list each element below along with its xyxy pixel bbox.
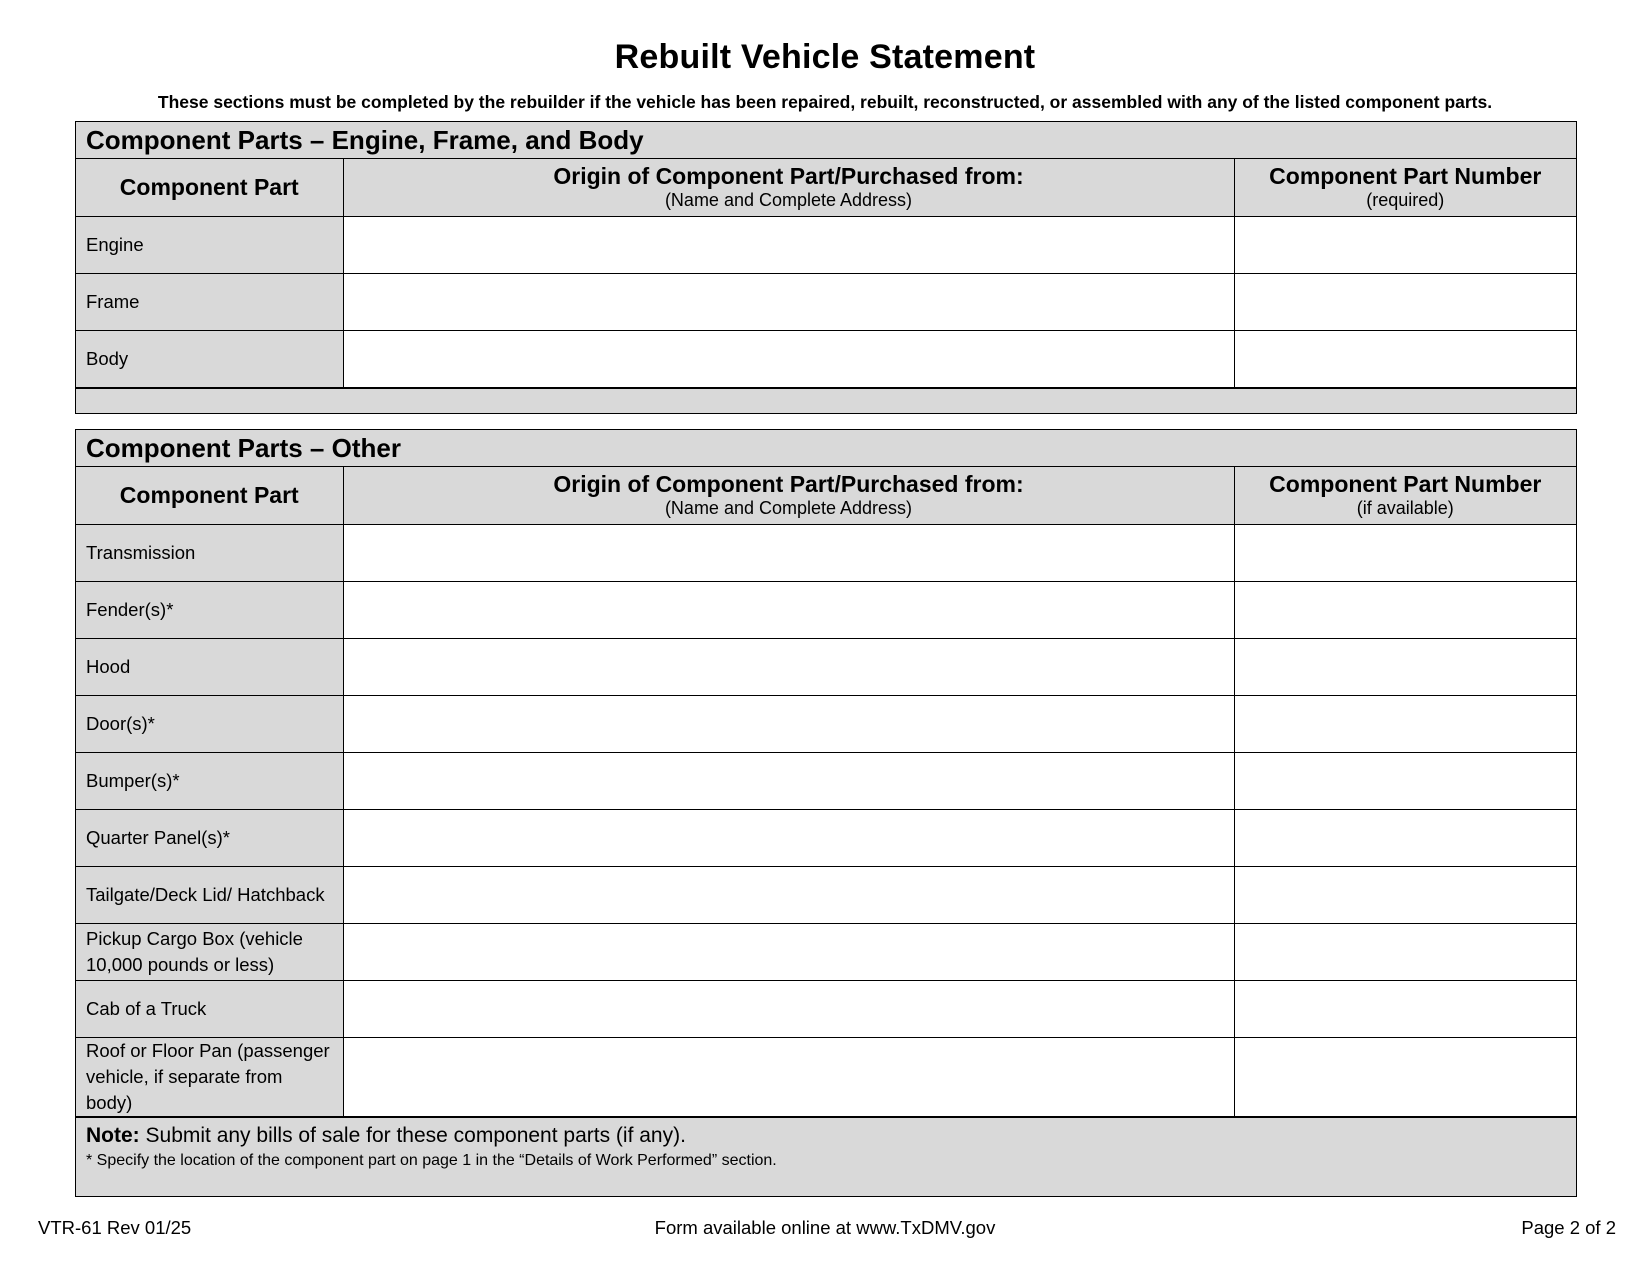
table-row bbox=[76, 216, 1576, 273]
table-row bbox=[76, 695, 1576, 752]
part-number-field[interactable] bbox=[1234, 330, 1576, 387]
origin-field[interactable] bbox=[343, 581, 1234, 638]
table-row bbox=[76, 809, 1576, 866]
table-row bbox=[76, 581, 1576, 638]
form-availability: Form available online at www.TxDMV.gov bbox=[654, 1217, 996, 1238]
table-row bbox=[76, 273, 1576, 330]
part-label: Engine bbox=[76, 216, 343, 273]
part-label: Hood bbox=[76, 638, 343, 695]
part-label: Cab of a Truck bbox=[76, 980, 343, 1037]
table-header-row bbox=[76, 159, 1576, 216]
column-header-part: Component Part bbox=[76, 467, 343, 524]
part-label: Door(s)* bbox=[76, 695, 343, 752]
note-line bbox=[86, 1122, 1566, 1150]
table-row bbox=[76, 752, 1576, 809]
form-subtitle: These sections must be completed by the rebuilder if the vehicle has been repaired, rebuilt, reconstructed, or assembled with any of the listed component parts. bbox=[157, 92, 1493, 112]
part-number-field[interactable] bbox=[1234, 866, 1576, 923]
page-number: Page 2 of 2 bbox=[1521, 1217, 1616, 1238]
note-label: Note: bbox=[86, 1123, 140, 1147]
part-number-field[interactable] bbox=[1234, 273, 1576, 330]
part-label: Transmission bbox=[76, 524, 343, 581]
table-row bbox=[76, 866, 1576, 923]
table-header-row bbox=[76, 467, 1576, 524]
column-header-origin-sub: (Name and Complete Address) bbox=[664, 498, 913, 519]
origin-field[interactable] bbox=[343, 524, 1234, 581]
column-header-number-label: Component Part Number bbox=[1269, 471, 1542, 498]
column-header-number-sub: (required) bbox=[1366, 190, 1445, 211]
origin-field[interactable] bbox=[343, 638, 1234, 695]
part-number-field[interactable] bbox=[1234, 524, 1576, 581]
part-label: Bumper(s)* bbox=[76, 752, 343, 809]
part-number-field[interactable] bbox=[1234, 216, 1576, 273]
origin-field[interactable] bbox=[343, 866, 1234, 923]
part-label: Quarter Panel(s)* bbox=[76, 809, 343, 866]
column-header-origin-label: Origin of Component Part/Purchased from: bbox=[553, 163, 1024, 190]
column-header-number-label: Component Part Number bbox=[1269, 163, 1542, 190]
section-other-parts bbox=[75, 429, 1577, 1197]
part-label: Body bbox=[76, 330, 343, 387]
origin-field[interactable] bbox=[343, 752, 1234, 809]
note-text: Submit any bills of sale for these component parts (if any). bbox=[139, 1123, 686, 1147]
form-title: Rebuilt Vehicle Statement bbox=[614, 38, 1036, 76]
table-row bbox=[76, 980, 1576, 1037]
column-header-origin-sub: (Name and Complete Address) bbox=[664, 190, 913, 211]
part-number-field[interactable] bbox=[1234, 980, 1576, 1037]
section-title: Component Parts – Engine, Frame, and Body bbox=[76, 122, 1576, 159]
component-table bbox=[76, 159, 1576, 388]
part-number-field[interactable] bbox=[1234, 695, 1576, 752]
section-footer-bar bbox=[76, 388, 1576, 415]
form-id: VTR-61 Rev 01/25 bbox=[38, 1217, 192, 1238]
part-label: Roof or Floor Pan (passenger vehicle, if separate from body) bbox=[76, 1037, 343, 1116]
part-number-field[interactable] bbox=[1234, 752, 1576, 809]
part-number-field[interactable] bbox=[1234, 581, 1576, 638]
part-label: Frame bbox=[76, 273, 343, 330]
part-label: Fender(s)* bbox=[76, 581, 343, 638]
part-number-field[interactable] bbox=[1234, 638, 1576, 695]
table-row bbox=[76, 330, 1576, 387]
table-row bbox=[76, 638, 1576, 695]
origin-field[interactable] bbox=[343, 1037, 1234, 1116]
origin-field[interactable] bbox=[343, 216, 1234, 273]
column-header-number bbox=[1234, 159, 1576, 216]
column-header-origin bbox=[343, 467, 1234, 524]
origin-field[interactable] bbox=[343, 980, 1234, 1037]
column-header-number-sub: (if available) bbox=[1356, 498, 1454, 519]
component-table bbox=[76, 467, 1576, 1117]
note-footnote: * Specify the location of the component part on page 1 in the “Details of Work Performed” section. bbox=[86, 1151, 777, 1169]
part-label: Pickup Cargo Box (vehicle 10,000 pounds or less) bbox=[76, 923, 343, 980]
part-label: Tailgate/Deck Lid/ Hatchback bbox=[76, 866, 343, 923]
origin-field[interactable] bbox=[343, 923, 1234, 980]
section-title: Component Parts – Other bbox=[76, 430, 1576, 467]
part-number-field[interactable] bbox=[1234, 923, 1576, 980]
column-header-origin-label: Origin of Component Part/Purchased from: bbox=[553, 471, 1024, 498]
origin-field[interactable] bbox=[343, 273, 1234, 330]
part-number-field[interactable] bbox=[1234, 809, 1576, 866]
table-row bbox=[76, 524, 1576, 581]
column-header-number bbox=[1234, 467, 1576, 524]
origin-field[interactable] bbox=[343, 695, 1234, 752]
column-header-part: Component Part bbox=[76, 159, 343, 216]
column-header-origin bbox=[343, 159, 1234, 216]
table-row bbox=[76, 923, 1576, 980]
origin-field[interactable] bbox=[343, 330, 1234, 387]
table-row bbox=[76, 1037, 1576, 1116]
section-engine-frame-body bbox=[75, 121, 1577, 414]
origin-field[interactable] bbox=[343, 809, 1234, 866]
part-number-field[interactable] bbox=[1234, 1037, 1576, 1116]
note-box bbox=[76, 1117, 1576, 1222]
